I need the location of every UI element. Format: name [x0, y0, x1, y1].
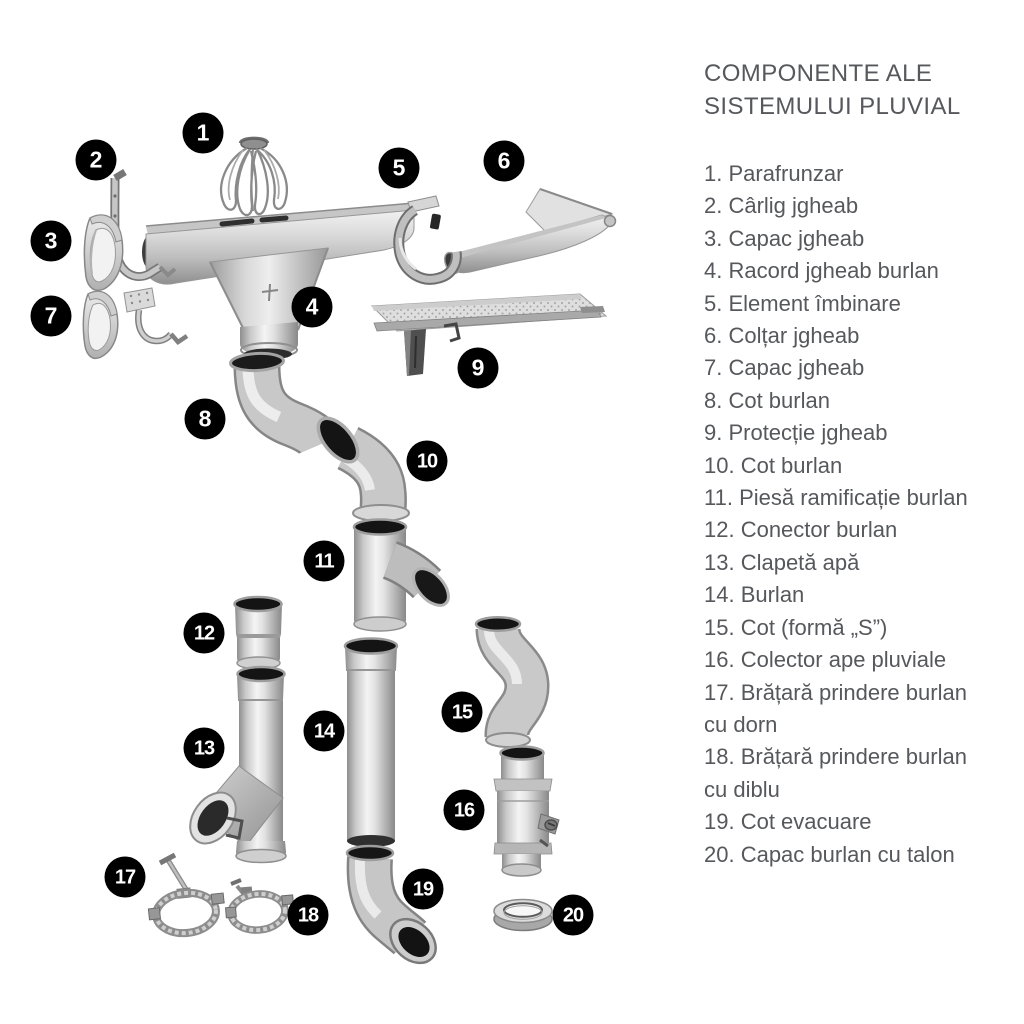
legend-item-5: 5. Element îmbinare [704, 290, 901, 316]
badge-20: 20 [553, 895, 594, 936]
badge-12: 12 [184, 613, 225, 654]
legend-item-8: 8. Cot burlan [704, 387, 830, 413]
badge-13: 13 [184, 728, 225, 769]
part-cot-evacuare [347, 846, 444, 972]
part-cot-burlan-8 [230, 352, 321, 444]
badge-2: 2 [76, 140, 117, 181]
legend-item-14: 14. Burlan [704, 582, 805, 608]
badge-11: 11 [304, 541, 345, 582]
title-line-2: SISTEMULUI PLUVIAL [704, 93, 961, 120]
legend-panel [704, 57, 1016, 871]
badge-8: 8 [185, 399, 226, 440]
badge-10: 10 [407, 441, 448, 482]
badge-3: 3 [31, 221, 72, 262]
badge-16: 16 [444, 790, 485, 831]
badge-19: 19 [403, 869, 444, 910]
part-capac-jgheab-jos [83, 291, 117, 358]
part-bratara-diblu [224, 880, 296, 933]
part-cot-forma-s [476, 617, 530, 747]
badge-14: 14 [304, 711, 345, 752]
part-cot-burlan-10 [311, 411, 409, 521]
part-burlan [345, 639, 397, 848]
title-line-1: COMPONENTE ALE [704, 60, 933, 87]
legend-item-13: 13. Clapetă apă [704, 549, 860, 575]
badge-17: 17 [105, 857, 146, 898]
legend-item-3: 3. Capac jgheab [704, 225, 865, 251]
legend-item-16: 16. Colector ape pluviale [704, 647, 947, 673]
part-coltar-jgheab [442, 189, 616, 276]
part-conector-burlan [235, 597, 283, 669]
legend-item-12: 12. Conector burlan [704, 517, 898, 543]
part-piesa-ramificatie [354, 520, 455, 632]
badge-5: 5 [379, 148, 420, 189]
badge-18: 18 [288, 895, 329, 936]
badge-4: 4 [292, 287, 333, 328]
legend-item-10: 10. Cot burlan [704, 452, 843, 478]
legend-item-18: 18. Brățară prindere burlan cu diblu [704, 744, 967, 802]
legend-item-9: 9. Protecție jgheab [704, 420, 888, 446]
legend-item-6: 6. Colțar jgheab [704, 323, 860, 349]
legend-list [704, 158, 1016, 871]
legend-title [704, 57, 1016, 123]
part-colector-ape [494, 747, 559, 877]
legend-item-11: 11. Piesă ramificație burlan [704, 485, 968, 511]
legend-item-19: 19. Cot evacuare [704, 809, 872, 835]
legend-item-4: 4. Racord jgheab burlan [704, 258, 939, 284]
part-bratara-dorn [147, 855, 227, 937]
legend-item-15: 15. Cot (formă „S”) [704, 614, 888, 640]
part-parafrunzar [221, 138, 287, 215]
legend-item-17: 17. Brățară prindere burlan cu dorn [704, 679, 967, 737]
badge-9: 9 [458, 348, 499, 389]
legend-item-20: 20. Capac burlan cu talon [704, 841, 955, 867]
badge-15: 15 [442, 692, 483, 733]
part-capac-jgheab-stanga [84, 215, 122, 290]
badge-1: 1 [183, 113, 224, 154]
part-carlig-scurt [124, 288, 187, 342]
legend-item-7: 7. Capac jgheab [704, 355, 865, 381]
badge-6: 6 [484, 141, 525, 182]
legend-item-2: 2. Cârlig jgheab [704, 193, 859, 219]
part-capac-burlan-talon [494, 900, 552, 931]
legend-item-1: 1. Parafrunzar [704, 161, 844, 186]
badge-7: 7 [31, 296, 72, 337]
